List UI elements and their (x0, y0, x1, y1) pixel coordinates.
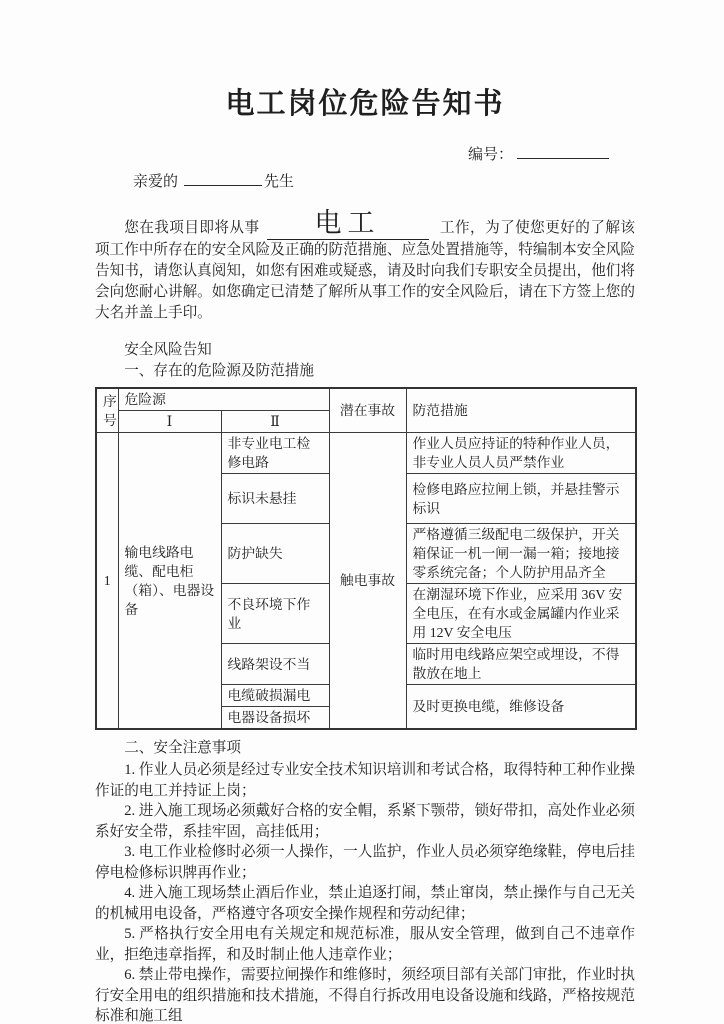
note-item-4: 4. 进入施工现场禁止酒后作业，禁止追逐打闹，禁止窜岗，禁止操作与自己无关的机械用电设备，严格遵守各项安全操作规程和劳动纪律； (95, 885, 635, 922)
hazard-ii-cell: 电器设备损坏 (221, 707, 329, 730)
measure-cell: 临时用电线路应架空或埋设，不得散放在地上 (406, 644, 636, 685)
section2-heading: 二、安全注意事项 (124, 740, 241, 756)
intro-paragraph (95, 209, 635, 324)
col-header-measures: 防范措施 (406, 388, 636, 433)
table-header-row-1 (96, 388, 636, 411)
hazard-ii-cell: 线路架设不当 (221, 644, 329, 685)
section1-subheading: 一、存在的危险源及防范措施 (124, 363, 314, 379)
job-title-blank (267, 209, 429, 240)
intro-after-blank: 工作，为了使您更好的了解该项工作中所存在的安全风险及正确的防范措施、应急处置措施等，特编制本安全风险告知书，请您认真阅知，如您有困难或疑惑，请及时向我们专职安全员提出，他们将会向您耐心讲解。如您确定已清楚了解所从事工作的安全风险后，请在下方签上您的大名并盖上手印。 (95, 220, 635, 321)
measure-cell: 作业人员应持证的特种作业人员，非专业人员人员严禁作业 (406, 433, 636, 474)
note-item-2: 2. 进入施工现场必须戴好合格的安全帽，系紧下颚带，锁好带扣，高处作业必须系好安全带，系挂牢固，高挂低用； (95, 803, 635, 840)
section1-heading: 安全风险告知 (124, 342, 212, 358)
accident-cell: 触电事故 (329, 433, 406, 730)
measure-cell: 检修电路应拉闸上锁，并悬挂警示标识 (406, 474, 636, 524)
note-item-1: 1. 作业人员必须是经过专业安全技术知识培训和考试合格，取得特种工种作业操作证的电工并持证上岗； (95, 762, 635, 799)
measure-cell: 在潮湿环境下作业，应采用 36V 安全电压，在有水或金属罐内作业采用 12V 安全电压 (406, 584, 636, 644)
number-label: 编号： (467, 147, 513, 163)
hazard-ii-cell: 防护缺失 (221, 524, 329, 584)
hazard-table (95, 387, 637, 730)
seq-cell: 1 (96, 433, 118, 730)
hazard-ii-cell: 电缆破损漏电 (221, 685, 329, 707)
hazard-i-cell: 输电线路电缆、配电柜（箱）、电器设备 (118, 433, 221, 730)
note-item-3: 3. 电工作业检修时必须一人操作，一人监护，作业人员必须穿绝缘鞋，停电后挂停电检修标识牌再作业； (95, 844, 635, 881)
page-title: 电工岗位危险告知书 (225, 88, 505, 120)
col-header-hazard-ii: Ⅱ (221, 411, 329, 433)
hazard-ii-cell: 标识未悬挂 (221, 474, 329, 524)
safety-notes (95, 760, 635, 1024)
measure-cell: 及时更换电缆，维修设备 (406, 685, 636, 730)
col-header-seq: 序号 (96, 388, 118, 433)
measure-cell: 严格遵循三级配电二级保护，开关箱保证一机一闸一漏一箱；接地接零系统完备；个人防护用品齐全 (406, 524, 636, 584)
col-header-hazard: 危险源 (118, 388, 329, 411)
name-blank (184, 170, 262, 186)
col-header-accident: 潜在事故 (329, 388, 406, 433)
salutation-line (95, 170, 635, 192)
note-item-6: 6. 禁止带电操作，需要拉闸操作和维修时，须经项目部有关部门审批，作业时执行安全用电的组织措施和技术措施，不得自行拆改用电设备设施和线路，严格按规范标准和施工组 (95, 967, 635, 1024)
hazard-ii-cell: 不良环境下作业 (221, 584, 329, 644)
job-title-text: 电工 (314, 208, 381, 238)
col-header-hazard-i: Ⅰ (118, 411, 221, 433)
hazard-ii-cell: 非专业电工检修电路 (221, 433, 329, 474)
number-blank (517, 143, 609, 159)
note-item-5: 5. 严格执行安全用电有关规定和规范标准，服从安全管理，做到自己不违章作业，拒绝违章指挥，和及时制止他人违章作业； (95, 926, 635, 963)
salutation-suffix: 先生 (264, 174, 295, 190)
number-line (95, 143, 635, 165)
salutation-prefix: 亲爱的 (133, 174, 179, 190)
intro-before-blank: 您在我项目即将从事 (124, 220, 260, 236)
table-row (96, 433, 636, 474)
